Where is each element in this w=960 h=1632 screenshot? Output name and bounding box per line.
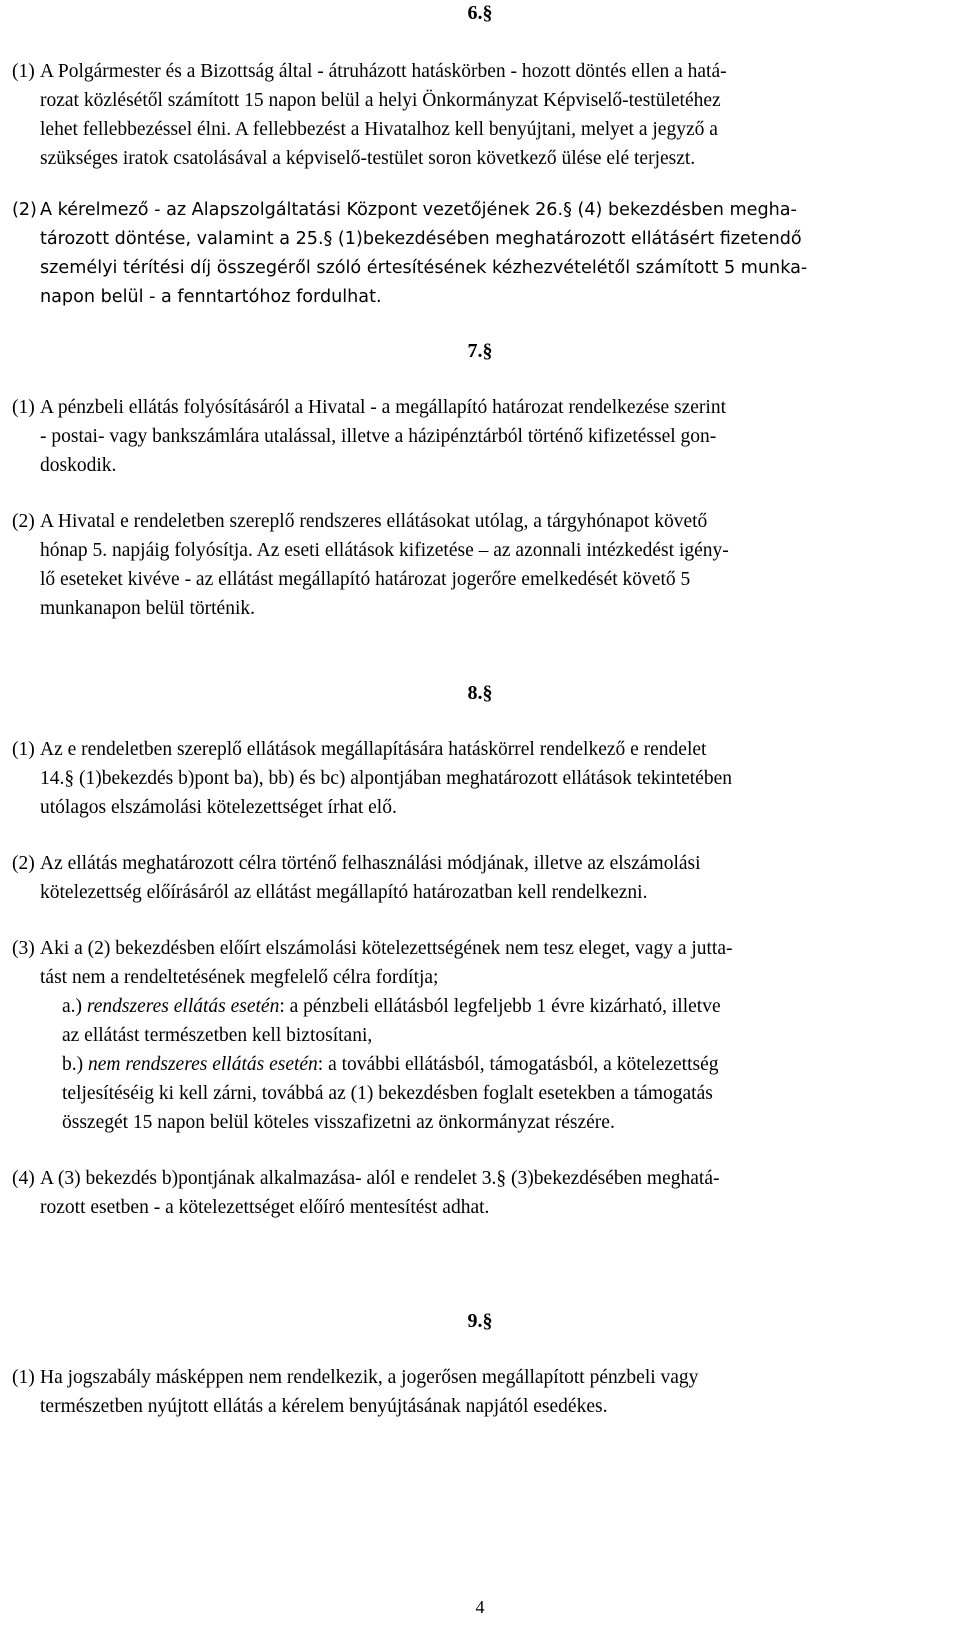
section-title-6: 6.§ [467,2,493,24]
paragraph-number: (2) [12,853,35,874]
paragraph-line: utólagos elszámolási kötelezettséget írhat elő. [40,797,397,818]
paragraph-number: (2) [12,200,37,220]
list-item-line: az ellátást természetben kell biztosítani, [62,1025,373,1046]
paragraph-line: A pénzbeli ellátás folyósításáról a Hivatal - a megállapító határozat rendelkezése szerint [40,397,726,418]
list-item-line [62,1051,719,1080]
paragraph-line: rozat közlésétől számított 15 napon belül a helyi Önkormányzat Képviselő-testületéhez [40,90,721,111]
paragraph-line: tást nem a rendeltetésének megfelelő célra fordítja; [40,967,439,988]
paragraph-line: munkanapon belül történik. [40,598,255,619]
paragraph-number: (1) [12,61,35,82]
paragraph-number: (1) [12,397,35,418]
paragraph-line: természetben nyújtott ellátás a kérelem benyújtásának napjától esedékes. [40,1396,608,1417]
paragraph-line: Ha jogszabály másképpen nem rendelkezik, a jogerősen megállapított pénzbeli vagy [40,1367,699,1388]
paragraph-line: szükséges iratok csatolásával a képviselő-testület soron következő ülése elé terjeszt. [40,148,696,169]
paragraph-line: Aki a (2) bekezdésben előírt elszámolási kötelezettségének nem tesz eleget, vagy a jutta- [40,938,733,959]
paragraph-line: személyi térítési díj összegéről szóló értesítésének kézhezvételétől számított 5 munka- [40,258,808,278]
page-number: 4 [475,1597,485,1617]
paragraph-line: rozott esetben - a kötelezettséget előíró mentesítést adhat. [40,1197,490,1218]
paragraph-line: - postai- vagy bankszámlára utalással, illetve a házipénztárból történő kifizetéssel gon- [40,426,717,447]
section-title-7: 7.§ [467,340,493,362]
list-item-italic-term: nem rendszeres ellátás esetén [88,1054,318,1075]
paragraph-line: hónap 5. napjáig folyósítja. Az eseti ellátások kifizetése – az azonnali intézkedést igény- [40,540,729,561]
list-item-line: összegét 15 napon belül köteles visszafizetni az önkormányzat részére. [62,1112,615,1133]
list-item-text: : a pénzbeli ellátásból legfeljebb 1 évre kizárható, illetve [279,996,721,1017]
list-item-line [62,993,721,1022]
paragraph-number: (3) [12,938,35,959]
list-item-label: b.) [62,1054,84,1075]
list-item-label: a.) [62,996,83,1017]
paragraph-number: (1) [12,739,35,760]
paragraph-line: Az ellátás meghatározott célra történő felhasználási módjának, illetve az elszámolási [40,853,701,874]
list-item-line: teljesítéséig ki kell zárni, továbbá az (1) bekezdésben foglalt esetekben a támogatás [62,1083,713,1104]
paragraph-number: (4) [12,1168,35,1189]
section-title-9: 9.§ [467,1310,493,1332]
paragraph-line: kötelezettség előírásáról az ellátást megállapító határozatban kell rendelkezni. [40,882,648,903]
paragraph-line: 14.§ (1)bekezdés b)pont ba), bb) és bc) alpontjában meghatározott ellátások tekintetében [40,768,732,789]
list-item-italic-term: rendszeres ellátás esetén [86,996,280,1017]
paragraph-line: A Hivatal e rendeletben szereplő rendszeres ellátásokat utólag, a tárgyhónapot követő [40,511,708,532]
paragraph-line: tározott döntése, valamint a 25.§ (1)bekezdésében meghatározott ellátásért fizetendő [40,229,802,249]
paragraph-line: A Polgármester és a Bizottság által - átruházott hatáskörben - hozott döntés ellen a hatá- [40,61,727,82]
paragraph-line: doskodik. [40,455,117,476]
paragraph-number: (2) [12,511,35,532]
paragraph-line: Az e rendeletben szereplő ellátások megállapítására hatáskörrel rendelkező e rendelet [40,739,707,760]
list-item-text: : a további ellátásból, támogatásból, a kötelezettség [317,1054,719,1075]
paragraph-line: lő eseteket kivéve - az ellátást megállapító határozat jogerőre emelkedését követő 5 [40,569,691,590]
paragraph-line: lehet fellebbezéssel élni. A fellebbezést a Hivatalhoz kell benyújtani, melyet a jegyző a [40,119,718,140]
paragraph-number: (1) [12,1367,35,1388]
section-title-8: 8.§ [467,682,493,704]
paragraph-line: A (3) bekezdés b)pontjának alkalmazása- alól e rendelet 3.§ (3)bekezdésében meghatá- [40,1168,720,1189]
paragraph-line: A kérelmező - az Alapszolgáltatási Központ vezetőjének 26.§ (4) bekezdésben megha- [40,200,797,220]
paragraph-line: napon belül - a fenntartóhoz fordulhat. [40,287,382,307]
